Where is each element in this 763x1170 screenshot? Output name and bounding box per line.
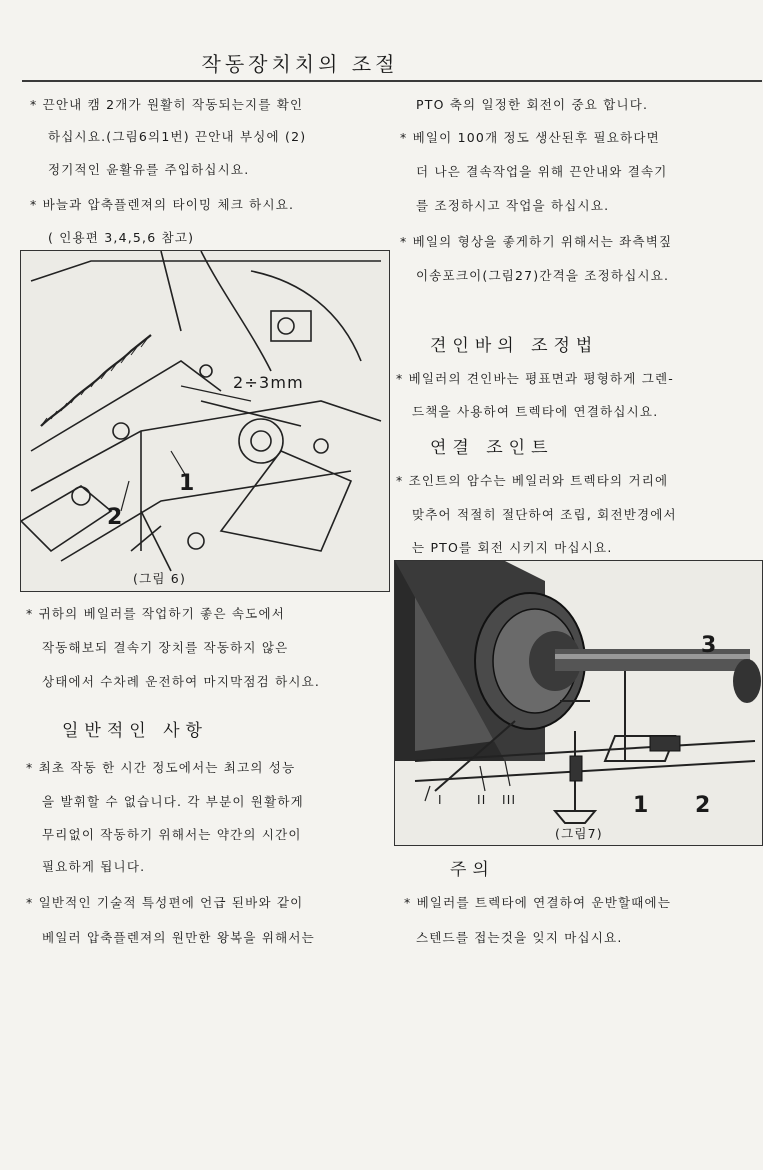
paragraph-line: 무리없이 작동하기 위해서는 약간의 시간이	[42, 827, 302, 842]
paragraph-line: 맞추어 적절히 절단하여 조립, 회전반경에서	[412, 507, 677, 522]
paragraph-line: * 바늘과 압축플렌져의 타이밍 체크 하시요.	[30, 197, 295, 212]
paragraph-line: * 베일러를 트렉타에 연결하여 운반할때에는	[404, 895, 672, 910]
paragraph-line: 작동해보되 결속기 장치를 작동하지 않은	[42, 640, 289, 655]
page-title: 작동장치치의 조절	[201, 52, 399, 76]
paragraph-line: 는 PTO를 회전 시키지 마십시요.	[412, 540, 613, 555]
figure-7-caption: (그림7)	[555, 826, 603, 841]
figure-7	[394, 560, 763, 846]
paragraph-line: 상태에서 수차례 운전하여 마지막점검 하시요.	[42, 674, 321, 689]
paragraph-line: 하십시요.(그림6의1번) 끈안내 부싱에 (2)	[48, 129, 307, 144]
figure-6-label-2: 2	[107, 505, 124, 530]
section-heading-joint: 연결 조인트	[430, 438, 554, 458]
paragraph-line: * 끈안내 캠 2개가 원활히 작동되는지를 확인	[30, 97, 304, 112]
right-column	[390, 0, 763, 1170]
figure-7-label-1: 1	[633, 793, 650, 818]
paragraph-line: * 베일러의 견인바는 평표면과 평형하게 그렌-	[396, 371, 674, 386]
figure-7-roman-I: I	[438, 793, 443, 807]
paragraph-line: 스텐드를 접는것을 잊지 마십시요.	[416, 930, 623, 945]
figure-6	[20, 250, 390, 592]
paragraph-line: 정기적인 윤활유를 주입하십시요.	[48, 162, 250, 177]
figure-7-label-2: 2	[695, 793, 712, 818]
figure-6-label-1: 1	[179, 471, 196, 496]
section-heading-general: 일반적인 사항	[62, 721, 208, 741]
figure-7-roman-II: II	[477, 793, 487, 807]
paragraph-line: * 일반적인 기술적 특성편에 언급 된바와 같이	[26, 895, 304, 910]
section-heading-drawbar: 견인바의 조정법	[430, 336, 599, 356]
paragraph-line: PTO 축의 일정한 회전이 중요 합니다.	[416, 97, 649, 112]
paragraph-line: 더 나은 결속작업을 위해 끈안내와 결속기	[416, 164, 668, 179]
paragraph-line: 베일러 압축플렌져의 원만한 왕복을 위해서는	[42, 930, 315, 945]
paragraph-line: 필요하게 됩니다.	[42, 859, 146, 874]
figure-7-roman-III: III	[502, 793, 517, 807]
paragraph-line: 을 발휘할 수 없습니다. 각 부분이 원활하게	[42, 794, 304, 809]
dimension-label: 2÷3mm	[233, 373, 304, 392]
figure-6-drawing	[21, 251, 389, 591]
paragraph-line: 이송포크이(그림27)간격을 조정하십시요.	[416, 268, 670, 283]
figure-6-caption: (그림 6)	[133, 571, 187, 586]
figure-7-label-3: 3	[701, 633, 718, 658]
paragraph-line: * 최초 작동 한 시간 정도에서는 최고의 성능	[26, 760, 296, 775]
paragraph-line: ( 인용편 3,4,5,6 참고)	[48, 230, 195, 245]
section-heading-caution: 주의	[450, 860, 495, 880]
paragraph-line: * 베일이 100개 정도 생산된후 필요하다면	[400, 130, 660, 145]
paragraph-line: 를 조정하시고 작업을 하십시요.	[416, 198, 610, 213]
paragraph-line: * 귀하의 베일러를 작업하기 좋은 속도에서	[26, 606, 285, 621]
paragraph-line: * 조인트의 암수는 베일러와 트렉타의 거리에	[396, 473, 669, 488]
paragraph-line: 드책을 사용하여 트렉타에 연결하십시요.	[412, 404, 659, 419]
paragraph-line: * 베일의 형상을 좋게하기 위해서는 좌측벽짚	[400, 234, 673, 249]
